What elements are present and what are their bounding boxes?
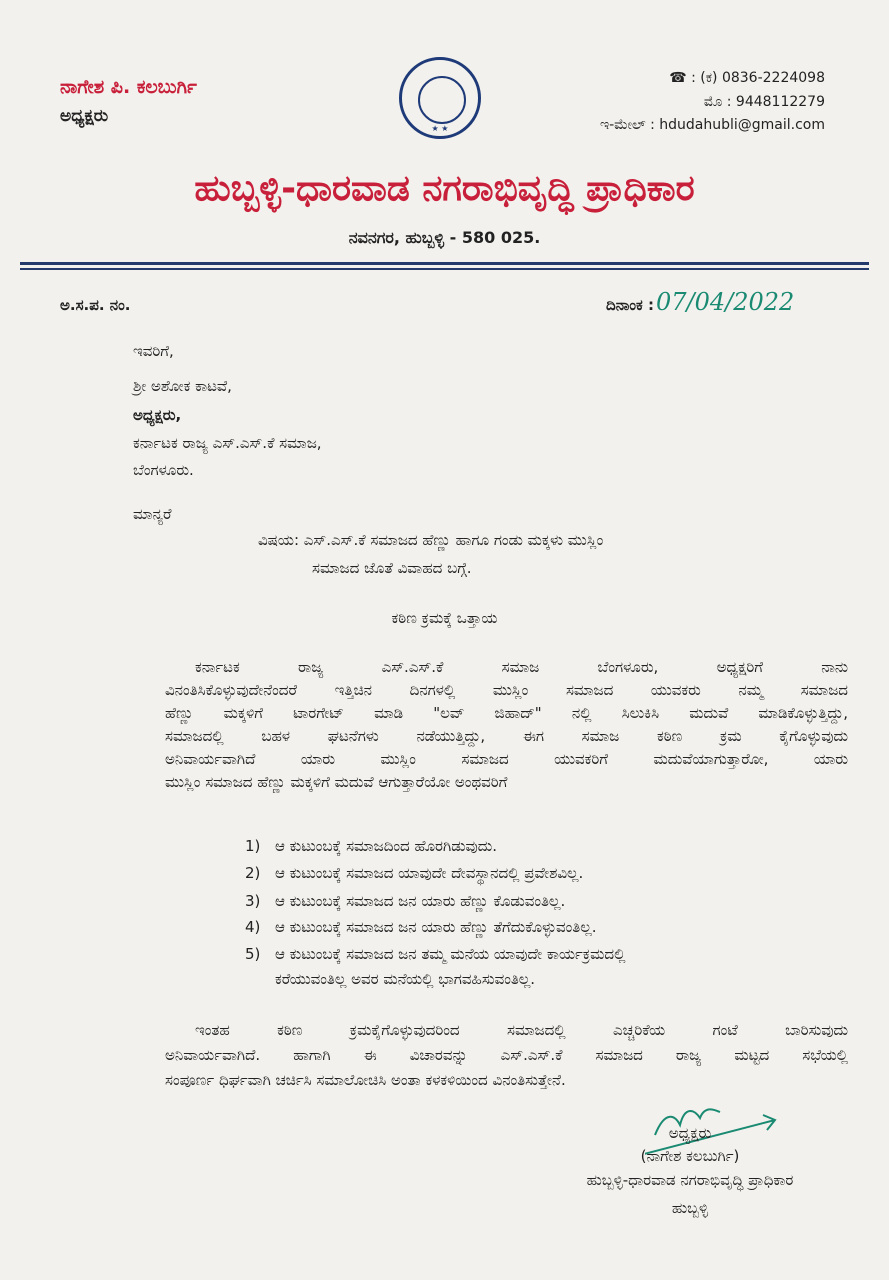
list-item: ಆ ಕುಟುಂಬಕ್ಕೆ ಸಮಾಜದಿಂದ ಹೊರಗಿಡುವುದು. [275,837,497,855]
list-number: 1) [245,837,261,855]
reference-number-label: ಅ.ಸ.ಪ. ನಂ. [60,296,131,314]
recipient-line: ಬೆಂಗಳೂರು. [133,461,194,479]
list-item: ಆ ಕುಟುಂಬಕ್ಕೆ ಸಮಾಜದ ಜನ ತಮ್ಮ ಮನೆಯ ಯಾವುದೇ ಕಾರ್ಯಕ್ರಮದಲ್ಲಿ [275,945,626,963]
paragraph-line: ಇಂತಹ ಕಠಿಣ ಕ್ರಮಕೈಗೊಳ್ಳುವುದರಿಂದ ಸಮಾಜದಲ್ಲಿ ಎಚ್ಚರಿಕೆಯ ಗಂಟೆ ಬಾರಿಸುವುದು [195,1021,848,1039]
recipient-line: ಅಧ್ಯಕ್ಷರು, [133,406,182,424]
list-number: 3) [245,892,261,910]
organization-title: ಹುಬ್ಬಳ್ಳಿ-ಧಾರವಾಡ ನಗರಾಭಿವೃದ್ಧಿ ಪ್ರಾಧಿಕಾರ [194,168,695,209]
sender-designation: ಅಧ್ಯಕ್ಷರು [60,106,109,126]
subject-line: ಸಮಾಜದ ಜೊತೆ ವಿವಾಹದ ಬಗ್ಗೆ. [312,559,472,577]
paragraph-line: ಸಂಪೂರ್ಣ ಧಿರ್ಘವಾಗಿ ಚರ್ಚಿಸಿ ಸಮಾಲೋಚಿಸಿ ಅಂತಾ ಕಳಕಳಿಯಿಂದ ವಿನಂತಿಸುತ್ತೇನೆ. [165,1071,566,1089]
closing-organization: ಹುಬ್ಬಳ್ಳಿ-ಧಾರವಾಡ ನಗರಾಭಿವೃದ್ಧಿ ಪ್ರಾಧಿಕಾರ [586,1171,794,1189]
date-value-handwritten: 07/04/2022 [656,288,795,316]
salutation: ಮಾನ್ಯರೆ [133,505,172,523]
list-item-continuation: ಕರೆಯುವಂತಿಲ್ಲ ಅವರ ಮನೆಯಲ್ಲಿ ಭಾಗವಹಿಸುವಂತಿಲ್ಲ. [275,970,536,988]
organization-seal-logo [399,57,481,139]
mobile-number: ಮೊ : 9448112279 [703,94,825,110]
seal-star-icon: ★ ★ [431,124,449,133]
list-number: 4) [245,918,261,936]
paragraph-line: ಹೆಣ್ಣು ಮಕ್ಕಳಿಗೆ ಟಾರಗೇಟ್ ಮಾಡಿ "ಲವ್ ಜಿಹಾದ್" ನಲ್ಲಿ ಸಿಲುಕಿಸಿ ಮದುವೆ ಮಾಡಿಕೊಳ್ಳುತ್ತಿದ್ದು, [165,704,848,722]
subject-line: ವಿಷಯ: ಎಸ್.ಎಸ್.ಕೆ ಸಮಾಜದ ಹೆಣ್ಣು ಹಾಗೂ ಗಂಡು ಮಕ್ಕಳು ಮುಸ್ಲಿಂ [258,531,604,549]
closing-name: (ನಾಗೇಶ ಕಲಬುರ್ಗಿ) [640,1147,740,1165]
phone-office: ☎ : (ಕ) 0836-2224098 [669,70,825,86]
list-number: 5) [245,945,261,963]
sender-name: ನಾಗೇಶ ಪಿ. ಕಲಬುರ್ಗಿ [60,76,197,98]
paragraph-line: ವಿನಂತಿಸಿಕೊಳ್ಳುವುದೇನೆಂದರೆ ಇತ್ತಿಚಿನ ದಿನಗಳಲ್ಲಿ ಮುಸ್ಲಿಂ ಸಮಾಜದ ಯುವಕರು ನಮ್ಮ ಸಮಾಜದ [165,681,848,699]
email-address: ಇ-ಮೇಲ್ : hdudahubli@gmail.com [599,117,825,133]
letter-heading: ಕಠಿಣ ಕ್ರಮಕ್ಕೆ ಒತ್ತಾಯ [391,609,498,627]
header-divider [20,262,869,265]
paragraph-line: ಕರ್ನಾಟಕ ರಾಜ್ಯ ಎಸ್.ಎಸ್.ಕೆ ಸಮಾಜ ಬೆಂಗಳೂರು, ಅಧ್ಯಕ್ಷರಿಗೆ ನಾನು [195,658,848,676]
paragraph-line: ಅನಿವಾರ್ಯವಾಗಿದೆ ಯಾರು ಮುಸ್ಲಿಂ ಸಮಾಜದ ಯುವಕರಿಗೆ ಮದುವೆಯಾಗುತ್ತಾರೋ, ಯಾರು [165,750,848,768]
date-label: ದಿನಾಂಕ : [606,296,654,314]
paragraph-line: ಮುಸ್ಲಿಂ ಸಮಾಜದ ಹೆಣ್ಣು ಮಕ್ಕಳಿಗೆ ಮದುವೆ ಆಗುತ್ತಾರೆಯೋ ಅಂಥವರಿಗೆ [165,773,508,791]
recipient-line: ಕರ್ನಾಟಕ ರಾಜ್ಯ ಎಸ್.ಎಸ್.ಕೆ ಸಮಾಜ, [133,434,322,452]
list-number: 2) [245,864,261,882]
closing-designation: ಅಧ್ಯಕ್ಷರು [668,1124,712,1142]
list-item: ಆ ಕುಟುಂಬಕ್ಕೆ ಸಮಾಜದ ಯಾವುದೇ ದೇವಸ್ಥಾನದಲ್ಲಿ ಪ್ರವೇಶವಿಲ್ಲ. [275,864,584,882]
list-item: ಆ ಕುಟುಂಬಕ್ಕೆ ಸಮಾಜದ ಜನ ಯಾರು ಹೆಣ್ಣು ಕೊಡುವಂತಿಲ್ಲ. [275,892,566,910]
closing-city: ಹುಬ್ಬಳ್ಳಿ [671,1199,709,1217]
seal-emblem-icon [418,76,466,124]
organization-address: ನವನಗರ, ಹುಬ್ಬಳ್ಳಿ - 580 025. [348,228,541,247]
header-divider-secondary [20,268,869,270]
paragraph-line: ಸಮಾಜದಲ್ಲಿ ಬಹಳ ಘಟನೆಗಳು ನಡೆಯುತ್ತಿದ್ದು, ಈಗ ಸಮಾಜ ಕಠಿಣ ಕ್ರಮ ಕೈಗೊಳ್ಳುವುದು [165,727,848,745]
recipient-line: ಶ್ರೀ ಅಶೋಕ ಕಾಟವೆ, [133,377,232,395]
paragraph-line: ಅನಿವಾರ್ಯವಾಗಿದೆ. ಹಾಗಾಗಿ ಈ ವಿಚಾರವನ್ನು ಎಸ್.ಎಸ್.ಕೆ ಸಮಾಜದ ರಾಜ್ಯ ಮಟ್ಟದ ಸಭೆಯಲ್ಲಿ [165,1046,848,1064]
recipient-to: ಇವರಿಗೆ, [133,342,174,360]
list-item: ಆ ಕುಟುಂಬಕ್ಕೆ ಸಮಾಜದ ಜನ ಯಾರು ಹೆಣ್ಣು ತೆಗೆದುಕೊಳ್ಳುವಂತಿಲ್ಲ. [275,918,597,936]
